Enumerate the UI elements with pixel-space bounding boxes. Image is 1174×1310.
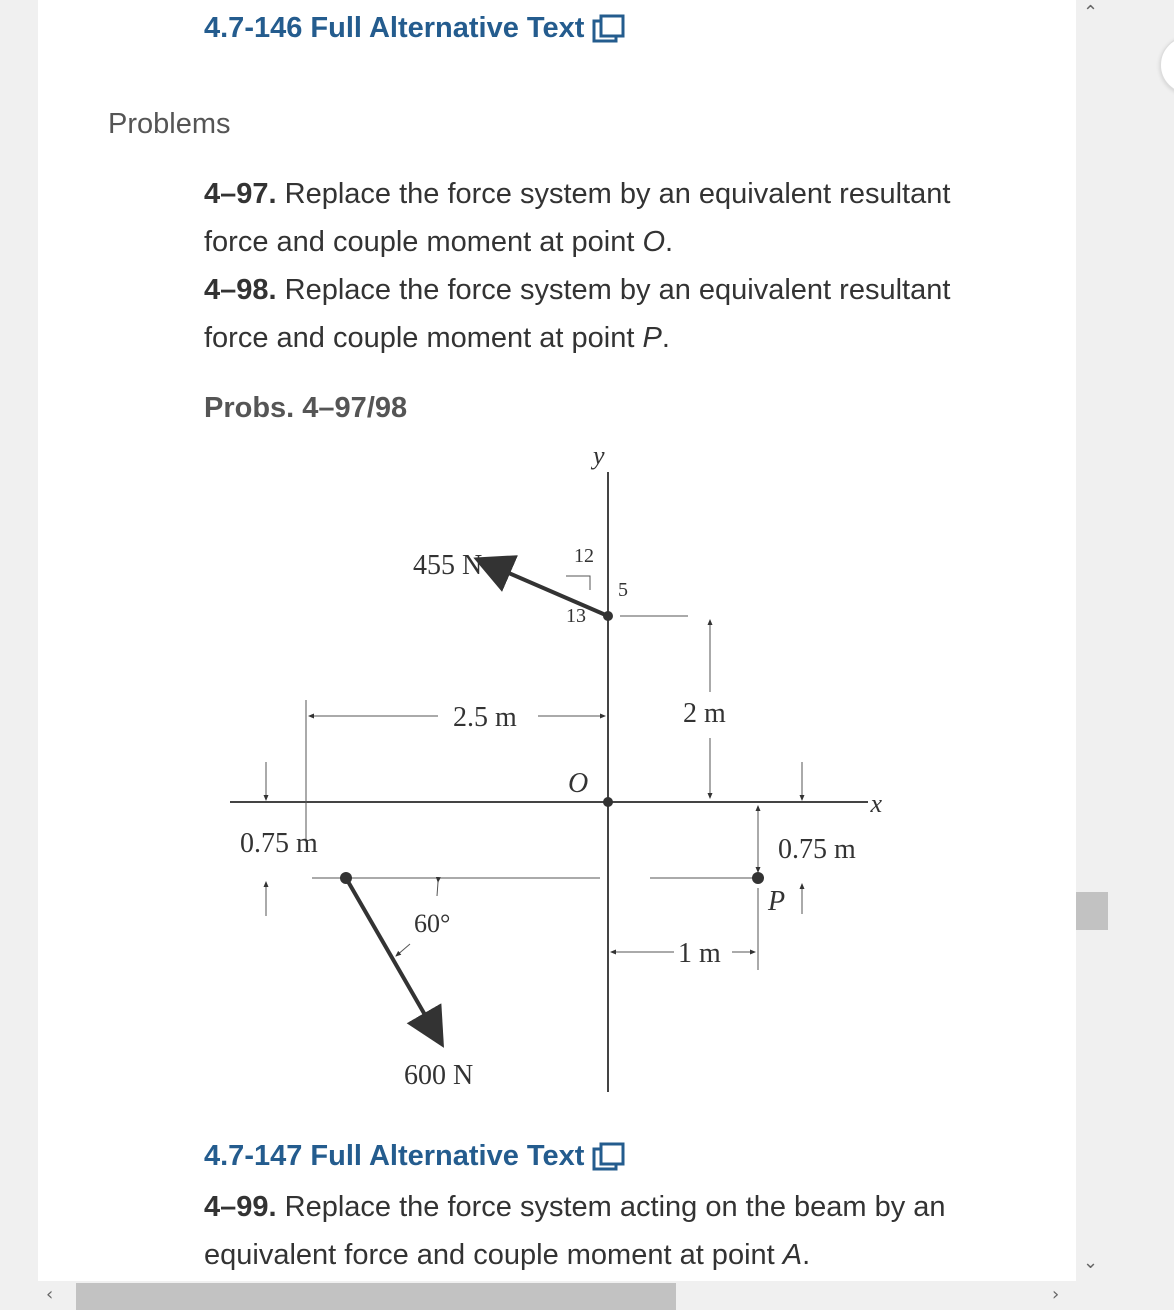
dim-right-label: 0.75 m xyxy=(778,834,856,865)
origin-point xyxy=(603,797,613,807)
dim-left-label: 0.75 m xyxy=(240,828,318,859)
problem-number: 4–97. xyxy=(204,178,277,210)
content-page xyxy=(38,0,1076,1281)
section-heading: Problems xyxy=(108,108,231,140)
problem-point: O xyxy=(642,226,666,258)
problem-point: P xyxy=(642,322,662,354)
alt-text-link-label: 4.7-147 Full Alternative Text xyxy=(204,1140,585,1172)
scroll-down-arrow-icon[interactable]: ⌄ xyxy=(1083,1252,1099,1273)
angle-label: 60° xyxy=(414,909,451,938)
vertical-scrollbar[interactable] xyxy=(1076,0,1108,1281)
problem-end: . xyxy=(802,1239,811,1271)
problem-4-99 xyxy=(204,1183,994,1279)
problem-4-98 xyxy=(204,266,964,362)
slope-rise-label: 5 xyxy=(618,579,628,601)
vertical-scrollbar-thumb[interactable] xyxy=(1076,892,1108,930)
problem-end: . xyxy=(665,226,674,258)
dim-2-5-label: 2.5 m xyxy=(453,702,517,733)
figure-caption: Probs. 4–97/98 xyxy=(204,392,408,424)
origin-label: O xyxy=(568,768,589,799)
force-600-arrow xyxy=(346,878,436,1034)
scroll-up-arrow-icon[interactable]: ⌃ xyxy=(1083,2,1099,23)
scroll-left-arrow-icon[interactable]: ‹ xyxy=(46,1284,54,1305)
point-p-dot xyxy=(752,872,764,884)
horizontal-scrollbar-thumb[interactable] xyxy=(76,1283,676,1310)
problem-point: A xyxy=(782,1239,803,1271)
full-alternative-text-link-147[interactable] xyxy=(204,1140,626,1173)
problem-text: Replace the force system by an equivalent resultant force and couple moment at point xyxy=(204,274,951,354)
full-alternative-text-link-146[interactable] xyxy=(204,12,626,45)
problem-text: Replace the force system by an equivalent resultant force and couple moment at point xyxy=(204,178,951,258)
problem-number: 4–99. xyxy=(204,1191,277,1223)
problem-end: . xyxy=(661,322,670,354)
slope-hyp-label: 13 xyxy=(566,605,586,627)
angle-tick-top xyxy=(437,882,438,896)
problem-number: 4–98. xyxy=(204,274,277,306)
x-axis-label: x xyxy=(870,789,882,818)
force-600-point xyxy=(340,872,352,884)
force-system-diagram xyxy=(188,440,888,1110)
scroll-right-arrow-icon[interactable]: › xyxy=(1052,1284,1060,1305)
side-panel-button[interactable] xyxy=(1160,36,1174,94)
problem-text: Replace the force system acting on the beam by an equivalent force and couple moment at point xyxy=(204,1191,946,1271)
alt-text-link-label: 4.7-146 Full Alternative Text xyxy=(204,12,585,44)
force-455-label: 455 N xyxy=(413,550,483,581)
problem-4-97 xyxy=(204,170,964,266)
force-455-point xyxy=(603,611,613,621)
dim-1m-label: 1 m xyxy=(678,938,721,969)
slope-triangle xyxy=(566,576,590,590)
force-600-label: 600 N xyxy=(404,1060,474,1091)
angle-tick-arc xyxy=(396,944,410,956)
point-p-label: P xyxy=(768,886,786,917)
slope-run-label: 12 xyxy=(574,545,594,567)
open-window-icon xyxy=(592,14,626,44)
dim-2m-label: 2 m xyxy=(683,698,726,729)
y-axis-label: y xyxy=(593,441,605,470)
open-window-icon xyxy=(592,1142,626,1172)
